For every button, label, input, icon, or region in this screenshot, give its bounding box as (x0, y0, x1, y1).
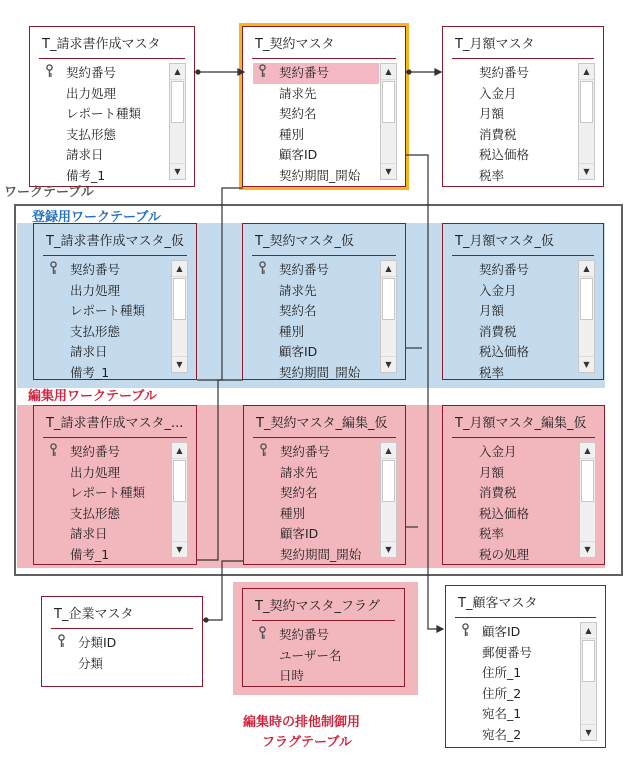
field-name: 契約名 (280, 485, 318, 500)
table-title: T_請求書作成マスタ_仮 (46, 234, 184, 249)
field-name: 消費税 (479, 126, 517, 142)
scroll-up-arrow-icon[interactable]: ▲ (579, 64, 594, 80)
link-invoice-temp-contract-temp (197, 188, 243, 380)
scroll-up-arrow-icon[interactable]: ▲ (580, 443, 595, 459)
scroll-up-arrow-icon[interactable]: ▲ (172, 443, 187, 459)
field-name: 税込価格 (479, 147, 530, 162)
field-name: 入金月 (479, 282, 517, 298)
field-name: 月額 (479, 464, 505, 480)
field-name: 住所_2 (482, 685, 522, 701)
field-name: 契約名 (279, 106, 317, 121)
field-name: 契約番号 (279, 262, 330, 277)
link-end-dot (196, 70, 200, 74)
field-name: 契約期間_開始 (279, 364, 361, 380)
field-name: 日時 (279, 668, 305, 683)
field-name: 契約番号 (70, 444, 121, 459)
field-name: 顧客ID (482, 624, 521, 639)
link-arrowhead (435, 69, 441, 75)
field-name: 税の処理 (479, 546, 530, 562)
field-name: 顧客ID (280, 526, 319, 541)
field-name: 分類ID (78, 635, 117, 650)
table-title: T_顧客マスタ (458, 596, 538, 611)
table-title: T_月額マスタ_編集_仮 (455, 416, 587, 431)
field-name: 契約番号 (66, 65, 117, 80)
field-name: 契約番号 (280, 444, 331, 459)
table-title: T_企業マスタ (54, 607, 134, 622)
field-name: 税率 (479, 167, 505, 183)
link-end-dot (407, 70, 411, 74)
field-name: 出力処理 (70, 282, 121, 298)
link-arrowhead (437, 626, 443, 632)
field-name: 契約番号 (479, 262, 530, 277)
work-table-label: ワークテーブル (4, 185, 94, 200)
field-name: 請求先 (279, 85, 317, 101)
field-name: 備考_1 (70, 364, 110, 380)
field-name: 顧客ID (279, 344, 318, 359)
field-name: 税率 (479, 364, 505, 380)
field-name: 顧客ID (279, 147, 318, 162)
scroll-up-arrow-icon[interactable]: ▲ (381, 443, 396, 459)
table-title: T_契約マスタ_編集_仮 (256, 416, 388, 431)
edit-work-table-label: 編集用ワークテーブル (28, 389, 157, 404)
scroll-down-arrow-icon[interactable]: ▼ (170, 163, 185, 179)
scroll-down-arrow-icon[interactable]: ▼ (579, 163, 594, 179)
field-name: 請求日 (66, 147, 104, 162)
field-name: 種別 (279, 323, 305, 339)
scroll-down-arrow-icon[interactable]: ▼ (580, 541, 595, 557)
field-name: 出力処理 (66, 85, 117, 101)
field-name: 分類 (78, 655, 104, 671)
field-name: 契約番号 (279, 627, 330, 642)
field-name: 入金月 (479, 444, 517, 459)
scroll-up-arrow-icon[interactable]: ▲ (579, 261, 594, 277)
field-name: 税率 (479, 526, 505, 541)
field-name: 税込価格 (479, 505, 530, 521)
table-title: T_契約マスタ_仮 (255, 234, 354, 249)
field-name: 住所_1 (482, 665, 522, 680)
scroll-up-arrow-icon[interactable]: ▲ (172, 261, 187, 277)
scroll-down-arrow-icon[interactable]: ▼ (381, 356, 396, 372)
field-name: 種別 (279, 126, 305, 142)
field-name: 請求先 (280, 464, 318, 480)
field-name: 月額 (479, 106, 505, 121)
field-name: レポート種類 (70, 303, 146, 318)
field-name: 支払形態 (70, 323, 121, 339)
field-name: 種別 (280, 505, 306, 521)
link-invoice-edit-contract-edit (197, 380, 243, 560)
field-name: ユーザー名 (279, 647, 342, 663)
field-name: 消費税 (479, 485, 517, 500)
table-title: T_月額マスタ (455, 37, 535, 52)
field-name: 請求日 (70, 344, 108, 359)
scroll-up-arrow-icon[interactable]: ▲ (381, 261, 396, 277)
field-name: レポート種類 (70, 485, 146, 500)
field-name: 支払形態 (70, 505, 121, 521)
field-name: 契約期間_開始 (280, 546, 362, 562)
field-name: 備考_1 (70, 546, 110, 562)
field-name: 契約期間_開始 (279, 167, 361, 183)
field-name: 契約番号 (70, 262, 121, 277)
scroll-down-arrow-icon[interactable]: ▼ (579, 356, 594, 372)
table-title: T_請求書作成マスタ (42, 37, 161, 52)
scroll-down-arrow-icon[interactable]: ▼ (381, 541, 396, 557)
scroll-up-arrow-icon[interactable]: ▲ (581, 623, 596, 639)
field-name: 請求日 (70, 526, 108, 541)
flag-note-line2: フラグテーブル (262, 735, 352, 750)
scroll-down-arrow-icon[interactable]: ▼ (172, 541, 187, 557)
field-name: 宛名_2 (482, 726, 522, 742)
field-name: 備考_1 (66, 167, 106, 183)
field-name: 請求先 (279, 282, 317, 298)
scroll-up-arrow-icon[interactable]: ▲ (381, 64, 396, 80)
field-name: 契約番号 (279, 65, 330, 80)
field-name: 宛名_1 (482, 706, 522, 721)
field-name: 契約名 (279, 303, 317, 318)
field-name: 契約番号 (479, 65, 530, 80)
scroll-down-arrow-icon[interactable]: ▼ (581, 724, 596, 740)
field-name: 郵便番号 (482, 644, 533, 660)
field-name: 入金月 (479, 85, 517, 101)
table-title: T_契約マスタ (255, 37, 335, 52)
scroll-down-arrow-icon[interactable]: ▼ (381, 163, 396, 179)
field-name: 消費税 (479, 323, 517, 339)
scroll-down-arrow-icon[interactable]: ▼ (172, 356, 187, 372)
link-contract-customer (406, 155, 443, 629)
field-name: 税込価格 (479, 344, 530, 359)
table-title: T_月額マスタ_仮 (455, 234, 554, 249)
field-name: レポート種類 (66, 106, 142, 121)
field-name: 出力処理 (70, 464, 121, 480)
link-company-contract (203, 561, 243, 620)
table-title: T_契約マスタ_フラグ (255, 599, 380, 614)
flag-note-line1: 編集時の排他制御用 (243, 715, 361, 730)
link-arrowhead (238, 69, 244, 75)
register-work-table-label: 登録用ワークテーブル (32, 210, 161, 225)
scroll-up-arrow-icon[interactable]: ▲ (170, 64, 185, 80)
link-end-dot (204, 618, 208, 622)
field-name: 月額 (479, 303, 505, 318)
table-title: T_請求書作成マスタ_... (46, 416, 184, 431)
field-name: 支払形態 (66, 126, 117, 142)
relationship-lines-group (195, 69, 443, 632)
